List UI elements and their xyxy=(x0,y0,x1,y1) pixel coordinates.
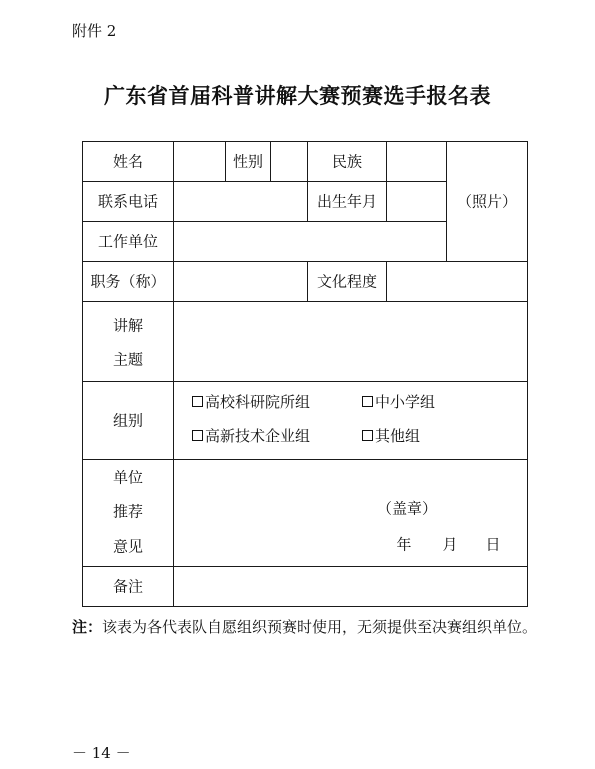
birth-label: 出生年月 xyxy=(316,192,378,211)
column-divider xyxy=(446,141,447,261)
group-label: 组别 xyxy=(112,411,144,430)
table-border-top xyxy=(82,141,528,142)
workplace-label: 工作单位 xyxy=(97,232,159,251)
attachment-label: 附件 2 xyxy=(72,22,117,40)
recommend-label-line3: 意见 xyxy=(112,537,144,556)
column-divider xyxy=(307,261,308,301)
group-option-other[interactable]: 其他组 xyxy=(362,425,420,446)
registration-form-table xyxy=(82,141,528,607)
phone-label: 联系电话 xyxy=(97,192,159,211)
recommend-label-line2: 推荐 xyxy=(112,502,144,521)
date-year: 年 xyxy=(396,535,412,554)
table-border-right xyxy=(527,141,528,607)
footnote-text: 该表为各代表队自愿组织预赛时使用，无须提供至决赛组织单位。 xyxy=(102,618,538,636)
checkbox-icon xyxy=(192,396,203,407)
column-divider xyxy=(386,261,387,301)
footnote-prefix: 注： xyxy=(72,618,103,636)
column-divider xyxy=(386,141,387,221)
position-label: 职务（称） xyxy=(90,272,166,291)
table-border-left xyxy=(82,141,83,607)
group-option-university[interactable]: 高校科研院所组 xyxy=(192,391,310,412)
group-option-hightech[interactable]: 高新技术企业组 xyxy=(192,425,310,446)
ethnicity-label: 民族 xyxy=(331,152,363,171)
column-divider xyxy=(225,141,226,181)
row-divider xyxy=(82,181,446,182)
seal-text: （盖章） xyxy=(376,499,438,518)
name-label: 姓名 xyxy=(112,152,144,171)
row-divider xyxy=(82,459,528,460)
table-border-bottom xyxy=(82,606,528,607)
checkbox-icon xyxy=(192,430,203,441)
column-divider xyxy=(270,141,271,181)
topic-label-line1: 讲解 xyxy=(112,316,144,335)
row-divider xyxy=(82,566,528,567)
remarks-label: 备注 xyxy=(112,577,144,596)
date-month: 月 xyxy=(442,535,458,554)
gender-label: 性别 xyxy=(232,152,264,171)
group-option-school[interactable]: 中小学组 xyxy=(362,391,435,412)
education-label: 文化程度 xyxy=(316,272,378,291)
row-divider xyxy=(82,221,446,222)
column-divider xyxy=(173,141,174,607)
footnote xyxy=(72,614,542,640)
row-divider xyxy=(82,301,528,302)
recommend-label-line1: 单位 xyxy=(112,468,144,487)
page-number: － 14 － xyxy=(72,744,131,762)
row-divider xyxy=(82,381,528,382)
topic-label-line2: 主题 xyxy=(112,350,144,369)
checkbox-icon xyxy=(362,430,373,441)
photo-label: （照片） xyxy=(456,192,518,211)
column-divider xyxy=(307,141,308,221)
page-title: 广东省首届科普讲解大赛预赛选手报名表 xyxy=(104,83,491,108)
row-divider xyxy=(82,261,528,262)
checkbox-icon xyxy=(362,396,373,407)
date-day: 日 xyxy=(485,535,501,554)
